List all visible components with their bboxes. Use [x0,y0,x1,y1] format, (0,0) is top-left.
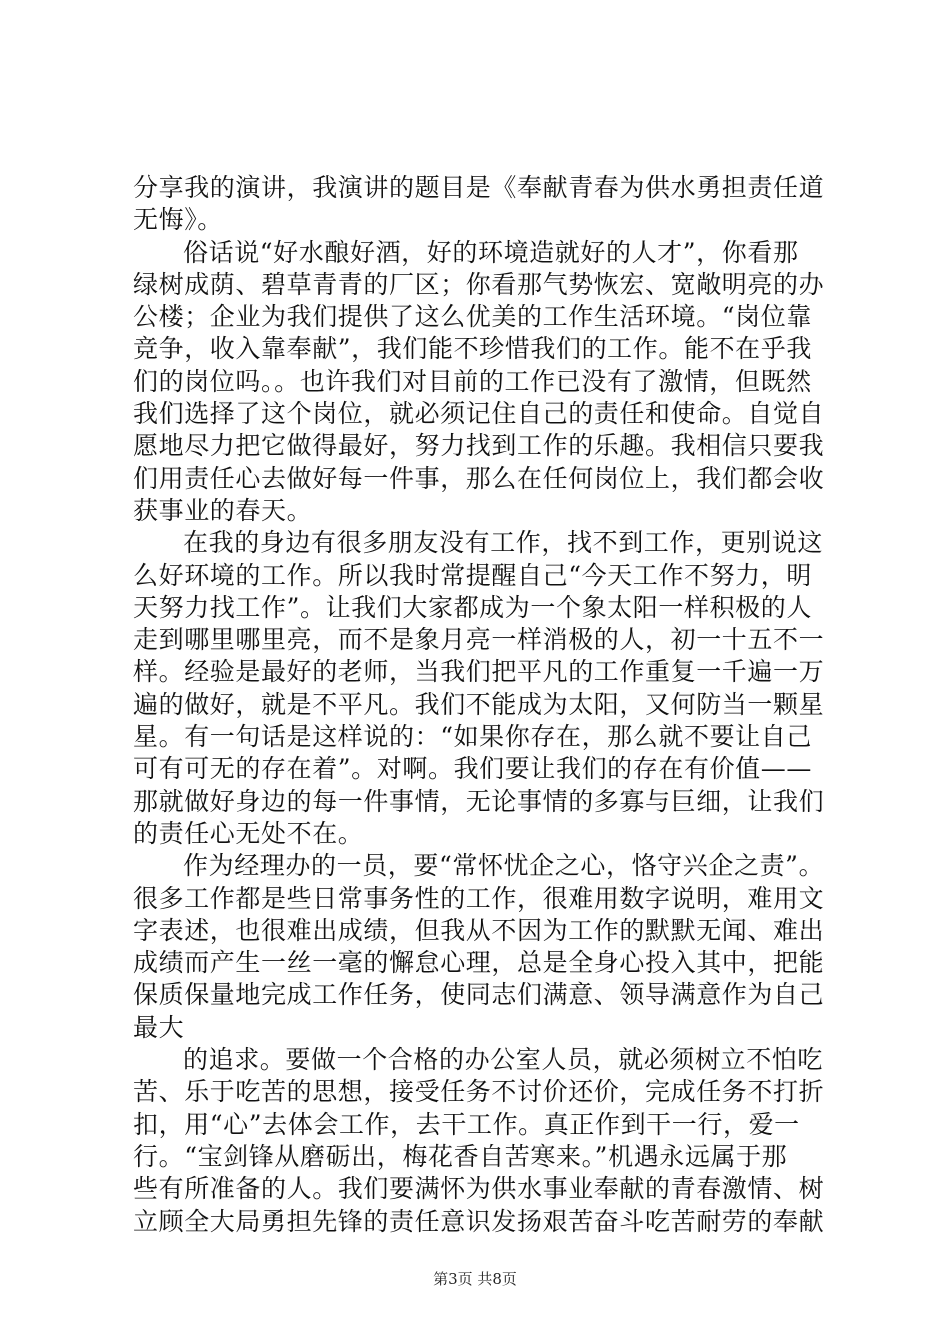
text-line: 些有所准备的人。我们要满怀为供水事业奉献的青春激情、树 [133,1174,825,1204]
text-line: 的追求。要做一个合格的办公室人员，就必须树立不怕吃 [183,1045,824,1075]
text-line: 我们选择了这个岗位，就必须记住自己的责任和使命。自觉自 [133,399,825,429]
text-line: 天努力找工作”。让我们大家都成为一个象太阳一样积极的人 [133,592,812,622]
text-line: 的责任心无处不在。 [133,818,364,848]
text-line: 很多工作都是些日常事务性的工作，很难用数字说明，难用文 [133,883,825,913]
text-line: 绿树成荫、碧草青青的厂区；你看那气势恢宏、宽敞明亮的办 [133,269,825,299]
text-line: 分享我的演讲，我演讲的题目是《奉献青春为供水勇担责任道 [133,173,825,202]
text-line: 扣，用“心”去体会工作，去干工作。真正作到干一行，爱一 [133,1109,800,1139]
text-line: 竞争，收入靠奉献”，我们能不珍惜我们的工作。能不在乎我 [133,334,812,364]
text-line: 们用责任心去做好每一件事，那么在任何岗位上，我们都会收 [133,463,825,493]
text-line: 遍的做好，就是不平凡。我们不能成为太阳，又何防当一颗星 [133,689,825,719]
text-line: 无悔》。 [133,205,223,235]
text-line: 立顾全大局勇担先锋的责任意识发扬艰苦奋斗吃苦耐劳的奉献 [133,1206,825,1236]
text-line: 们的岗位吗。。也许我们对目前的工作已没有了激情，但既然 [133,366,812,396]
text-line: 俗话说“好水酿好酒，好的环境造就好的人才”，你看那 [183,237,799,267]
text-line: 走到哪里哪里亮，而不是象月亮一样消极的人，初一十五不一 [133,625,825,655]
text-line: 保质保量地完成工作任务，使同志们满意、领导满意作为自己 [133,980,825,1010]
text-line: 获事业的春天。 [133,495,313,525]
text-line: 么好环境的工作。所以我时常提醒自己“今天工作不努力，明 [133,560,812,590]
text-line: 字表述，也很难出成绩，但我从不因为工作的默默无闻、难出 [133,915,825,945]
text-line: 可有可无的存在着”。对啊。我们要让我们的存在有价值—— [133,754,812,784]
text-line: 那就做好身边的每一件事情，无论事情的多寡与巨细，让我们 [133,786,825,816]
page-number-footer: 第3页 共8页 [433,1270,517,1288]
text-line: 行。“宝剑锋从磨砺出，梅花香自苦寒来。”机遇永远属于那 [133,1141,788,1171]
text-line: 样。经验是最好的老师，当我们把平凡的工作重复一千遍一万 [133,657,825,687]
text-line: 在我的身边有很多朋友没有工作，找不到工作，更别说这 [183,528,824,558]
text-line: 苦、乐于吃苦的思想，接受任务不讨价还价，完成任务不打折 [133,1077,825,1107]
text-line: 公楼；企业为我们提供了这么优美的工作生活环境。“岗位靠 [133,302,812,332]
text-line: 作为经理办的一员，要“常怀忧企之心，恪守兴企之责”。 [183,851,825,881]
text-line: 成绩而产生一丝一毫的懈怠心理，总是全身心投入其中，把能 [133,948,825,978]
document-body [133,172,833,1238]
text-line: 愿地尽力把它做得最好，努力找到工作的乐趣。我相信只要我 [133,431,825,461]
text-line: 星。有一句话是这样说的：“如果你存在，那么就不要让自己 [133,722,812,752]
text-line: 最大 [133,1012,185,1042]
